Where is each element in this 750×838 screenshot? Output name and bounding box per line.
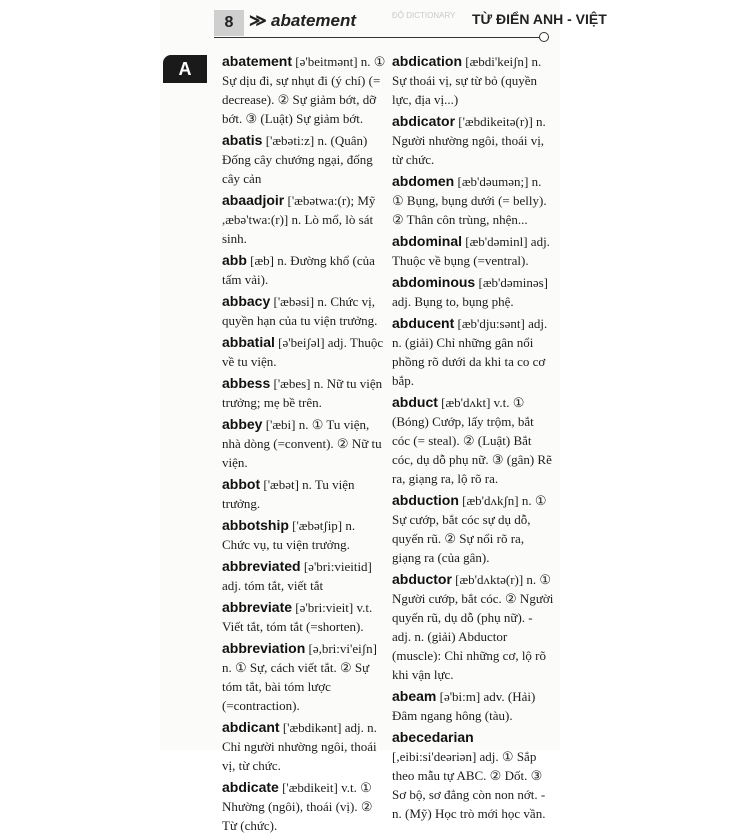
entry-word: abbreviated: [222, 558, 301, 574]
dictionary-entry: [392, 570, 554, 684]
column-right: [392, 52, 554, 826]
bleed-through-text: ĐỘ DICTIONARY: [392, 11, 456, 20]
dictionary-entry: [392, 491, 554, 567]
entry-definition: [æb'dəminəs] adj. Bụng to, bụng phệ.: [392, 275, 548, 309]
dictionary-entry: [392, 232, 554, 270]
entry-word: abbacy: [222, 293, 271, 309]
running-headword: abatement: [271, 11, 357, 30]
entry-definition: [æb'dəminl] adj. Thuộc về bụng (=ventral).: [392, 234, 550, 268]
entry-word: abaadjoir: [222, 192, 285, 208]
entry-word: abb: [222, 252, 247, 268]
entry-word: abdomen: [392, 173, 455, 189]
rule-end-circle-icon: [539, 32, 549, 42]
entry-word: abducent: [392, 315, 455, 331]
dictionary-entry: [222, 718, 386, 775]
entry-word: abbreviation: [222, 640, 306, 656]
dictionary-entry: [222, 475, 386, 513]
entry-definition: [æb'dʌktə(r)] n. ① Người cướp, bắt cóc. ② Người quyến rũ, dụ dỗ (phụ nữ). - adj. n. (giải) Abductor (muscle): Chỉ những cơ, lộ rõ khi vận lực.: [392, 572, 554, 682]
dictionary-entry: [392, 112, 554, 169]
entry-definition: ['æbəsi] n. Chức vị, quyền hạn của tu viện trưởng.: [222, 294, 378, 328]
entry-definition: [,eibi:si'deəriən] adj. ① Sắp theo mẫu tự ABC. ② Dốt. ③ Sơ bộ, sơ đẳng còn non nớt. - n. (Mỹ) Học trò mới học vần.: [392, 749, 546, 821]
entry-word: abduct: [392, 394, 438, 410]
entry-definition: [æb] n. Đường khổ (của tấm vải).: [222, 253, 375, 287]
entry-word: abbreviate: [222, 599, 293, 615]
dictionary-entry: [222, 52, 386, 128]
entry-definition: [æb'dʌkʃn] n. ① Sự cướp, bắt cóc sự dụ dỗ, quyến rũ. ② Sự nổi rõ ra, giạng ra (của gân).: [392, 493, 547, 565]
entry-word: abbot: [222, 476, 261, 492]
entry-definition: [ə'beiʃəl] adj. Thuộc về tu viện.: [222, 335, 384, 369]
dictionary-entry: [222, 191, 386, 248]
entry-word: abbatial: [222, 334, 275, 350]
header-rule: [214, 37, 544, 38]
entry-definition: ['æbes] n. Nữ tu viện trưởng; mẹ bề trên.: [222, 376, 383, 410]
dictionary-entry: [222, 374, 386, 412]
entry-definition: [æb'dʌkt] v.t. ① (Bóng) Cướp, lấy trộm, bắt cóc (= steal). ② (Luật) Bắt cóc, dụ dỗ phụ nữ. ③ (gân) Rẽ ra, giạng ra, lộ rõ ra.: [392, 395, 552, 486]
dictionary-entry: [222, 292, 386, 330]
entry-word: abecedarian: [392, 729, 474, 745]
dictionary-entry: [222, 639, 386, 715]
dictionary-entry: [392, 393, 554, 488]
entry-definition: [ə'bi:m] adv. (Hải) Đâm ngang hông (tàu).: [392, 689, 536, 723]
entry-word: abbey: [222, 416, 263, 432]
entry-word: abatement: [222, 53, 293, 69]
dictionary-entry: [392, 687, 554, 725]
entry-definition: [æb'dəumən;] n. ① Bụng, bụng dưới (= belly). ② Thân côn trùng, nhện...: [392, 174, 547, 227]
dictionary-entry: [222, 415, 386, 472]
entry-definition: ['æbət] n. Tu viện trưởng.: [222, 477, 355, 511]
entry-word: abeam: [392, 688, 437, 704]
dictionary-entry: [222, 598, 386, 636]
dictionary-entry: [392, 172, 554, 229]
dictionary-entry: [222, 778, 386, 835]
entry-word: abdication: [392, 53, 463, 69]
entry-definition: [æbdi'keiʃn] n. Sự thoái vị, sự từ bỏ (quyền lực, địa vị...): [392, 54, 542, 107]
dictionary-entry: [222, 131, 386, 188]
entry-definition: ['æbdikeit] v.t. ① Nhường (ngôi), thoái (vị). ② Từ (chức).: [222, 780, 373, 833]
column-left: [222, 52, 386, 838]
entry-definition: ['æbəti:z] n. (Quân) Đống cây chướng ngại, đống cây cản: [222, 133, 373, 186]
letter-tab: A: [163, 55, 207, 83]
double-arrow-icon: ≫: [249, 11, 263, 30]
entry-definition: ['æbdikənt] adj. n. Chỉ người nhường ngôi, thoái vị, từ chức.: [222, 720, 377, 773]
entry-word: abdicant: [222, 719, 280, 735]
dictionary-entry: [392, 314, 554, 390]
entry-definition: ['æbdikeitə(r)] n. Người nhường ngôi, thoái vị, từ chức.: [392, 114, 546, 167]
entry-word: abbess: [222, 375, 271, 391]
entry-definition: [æb'dju:sənt] adj. n. (giải) Chỉ những gân nổi phồng rõ dưới da khi ta co cơ bắp.: [392, 316, 548, 388]
dictionary-entry: [222, 251, 386, 289]
entry-definition: ['æbətʃip] n. Chức vụ, tu viện trưởng.: [222, 518, 356, 552]
entry-definition: ['æbi] n. ① Tu viện, nhà dòng (=convent). ② Nữ tu viện.: [222, 417, 382, 470]
dictionary-entry: [222, 516, 386, 554]
dictionary-entry: [392, 52, 554, 109]
dictionary-entry: [222, 557, 386, 595]
entry-word: abdominal: [392, 233, 463, 249]
entry-definition: [ə'beitmənt] n. ① Sự dịu đi, sự nhụt đi (ý chí) (= decrease). ② Sự giảm bớt, dỡ bớt. ③ (Luật) Sự giảm bớt.: [222, 54, 386, 126]
entry-word: abatis: [222, 132, 263, 148]
book-title: TỪ ĐIỂN ANH - VIỆT: [472, 11, 607, 27]
dictionary-entry: [222, 333, 386, 371]
entry-definition: [ə'bri:vieit] v.t. Viết tắt, tóm tắt (=shorten).: [222, 600, 373, 634]
dictionary-entry: [392, 728, 554, 823]
entry-word: abdicator: [392, 113, 456, 129]
dictionary-entry: [392, 273, 554, 311]
page-number: 8: [214, 10, 244, 36]
entry-word: abductor: [392, 571, 452, 587]
entry-definition: [ə,bri:vi'eiʃn] n. ① Sự, cách viết tắt. ② Sự tóm tắt, bài tóm lược (=contraction).: [222, 641, 377, 713]
entry-word: abdicate: [222, 779, 279, 795]
entry-word: abdominous: [392, 274, 476, 290]
entry-definition: ['æbətwa:(r); Mỹ ,æbə'twa:(r)] n. Lò mổ, lò sát sinh.: [222, 193, 376, 246]
entry-definition: [ə'bri:vieitid] adj. tóm tắt, viết tắt: [222, 559, 372, 593]
entry-word: abbotship: [222, 517, 289, 533]
entry-word: abduction: [392, 492, 459, 508]
